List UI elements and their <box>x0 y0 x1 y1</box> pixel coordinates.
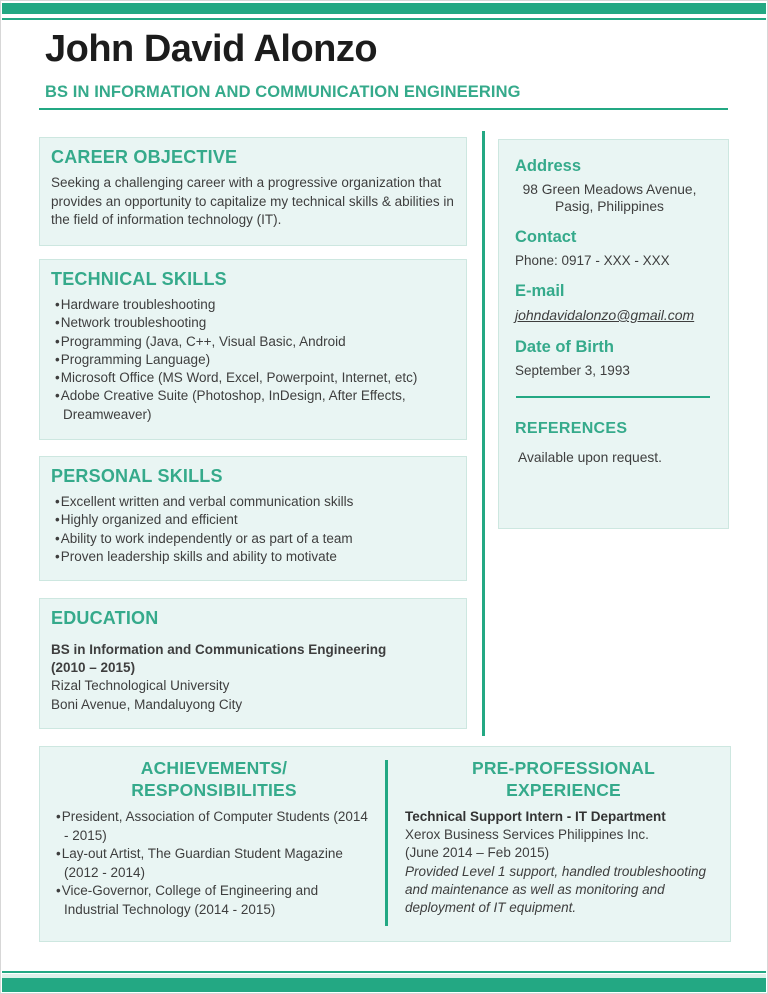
personal-skills-title: PERSONAL SKILLS <box>51 466 223 486</box>
list-item: • Lay-out Artist, The Guardian Student Magazine (2012 - 2014) <box>52 845 376 882</box>
experience-section <box>389 747 731 941</box>
experience-title-line2: EXPERIENCE <box>506 780 621 800</box>
phone-number: Phone: 0917 - XXX - XXX <box>515 253 670 268</box>
birthdate-value: September 3, 1993 <box>515 363 630 378</box>
address-line: 98 Green Meadows Avenue, <box>522 182 697 197</box>
contact-group <box>515 228 714 269</box>
experience-period: (June 2014 – Feb 2015) <box>405 845 550 861</box>
list-item: • Proven leadership skills and ability to motivate <box>51 548 460 566</box>
list-item: • President, Association of Computer Students (2014 - 2015) <box>52 808 376 845</box>
experience-title <box>405 757 722 801</box>
list-item: • Vice-Governor, College of Engineering and Industrial Technology (2014 - 2015) <box>52 882 376 919</box>
address-group <box>515 157 714 215</box>
address-line: Pasig, Philippines <box>555 198 664 214</box>
education-section <box>39 598 467 729</box>
achievements-title-line1: ACHIEVEMENTS/ <box>140 758 288 778</box>
technical-skills-section <box>39 259 467 440</box>
list-item: • Programming (Java, C++, Visual Basic, Android <box>51 333 460 351</box>
personal-skills-section <box>39 456 467 581</box>
list-item: • Hardware troubleshooting <box>51 296 460 314</box>
bottom-accent-bar <box>2 978 766 992</box>
degree-subtitle: BS IN INFORMATION AND COMMUNICATION ENGINEERING <box>45 83 521 101</box>
career-objective-title: CAREER OBJECTIVE <box>51 147 238 167</box>
education-years: (2010 – 2015) <box>51 660 136 676</box>
email-group <box>515 282 714 325</box>
birthdate-title: Date of Birth <box>515 338 614 356</box>
achievements-list <box>52 808 376 920</box>
address-title: Address <box>515 157 582 175</box>
career-objective-section <box>39 137 467 246</box>
list-item: • Ability to work independently or as part of a team <box>51 530 460 548</box>
education-location: Boni Avenue, Mandaluyong City <box>51 696 243 712</box>
list-item: • Excellent written and verbal communication skills <box>51 493 460 511</box>
birthdate-group <box>515 338 714 379</box>
list-item: • Network troubleshooting <box>51 314 460 332</box>
top-thin-rule <box>2 18 766 20</box>
bottom-section <box>39 746 731 942</box>
achievements-title-line2: RESPONSIBILITIES <box>131 780 297 800</box>
personal-skills-list <box>51 493 460 566</box>
list-item: • Microsoft Office (MS Word, Excel, Powerpoint, Internet, etc) <box>51 369 460 387</box>
experience-title-line1: PRE-PROFESSIONAL <box>471 758 656 778</box>
list-item: • Adobe Creative Suite (Photoshop, InDesign, After Effects, Dreamweaver) <box>51 387 460 424</box>
bottom-column-divider <box>385 760 388 926</box>
bottom-thin-rule <box>2 971 766 973</box>
vertical-divider <box>482 131 485 736</box>
experience-role: Technical Support Intern - IT Department <box>405 809 666 824</box>
education-program: BS in Information and Communications Engineering <box>51 642 387 657</box>
contact-sidebar <box>498 139 729 529</box>
top-accent-bar <box>2 3 766 14</box>
achievements-section <box>40 747 386 941</box>
list-item: • Highly organized and efficient <box>51 511 460 529</box>
references-text: Available upon request. <box>518 450 662 465</box>
education-title: EDUCATION <box>51 608 159 628</box>
technical-skills-title: TECHNICAL SKILLS <box>51 269 227 289</box>
list-item: • Programming Language) <box>51 351 460 369</box>
header-rule <box>39 108 728 110</box>
education-school: Rizal Technological University <box>51 678 230 694</box>
references-title: REFERENCES <box>515 420 628 437</box>
career-objective-text: Seeking a challenging career with a progressive organization that provides an opportunity to capitalize my technical skills & abilities in the field of information technology (IT). <box>51 175 454 227</box>
person-name: John David Alonzo <box>45 28 378 70</box>
sidebar-rule <box>516 396 710 398</box>
contact-title: Contact <box>515 228 577 246</box>
experience-description: Provided Level 1 support, handled troubleshooting and maintenance as well as monitoring and deployment of IT equipment. <box>405 863 706 916</box>
achievements-title <box>52 757 376 801</box>
email-link[interactable]: johndavidalonzo@gmail.com <box>515 307 695 323</box>
experience-company: Xerox Business Services Philippines Inc. <box>405 827 649 843</box>
technical-skills-list <box>51 296 460 424</box>
email-title: E-mail <box>515 282 565 300</box>
